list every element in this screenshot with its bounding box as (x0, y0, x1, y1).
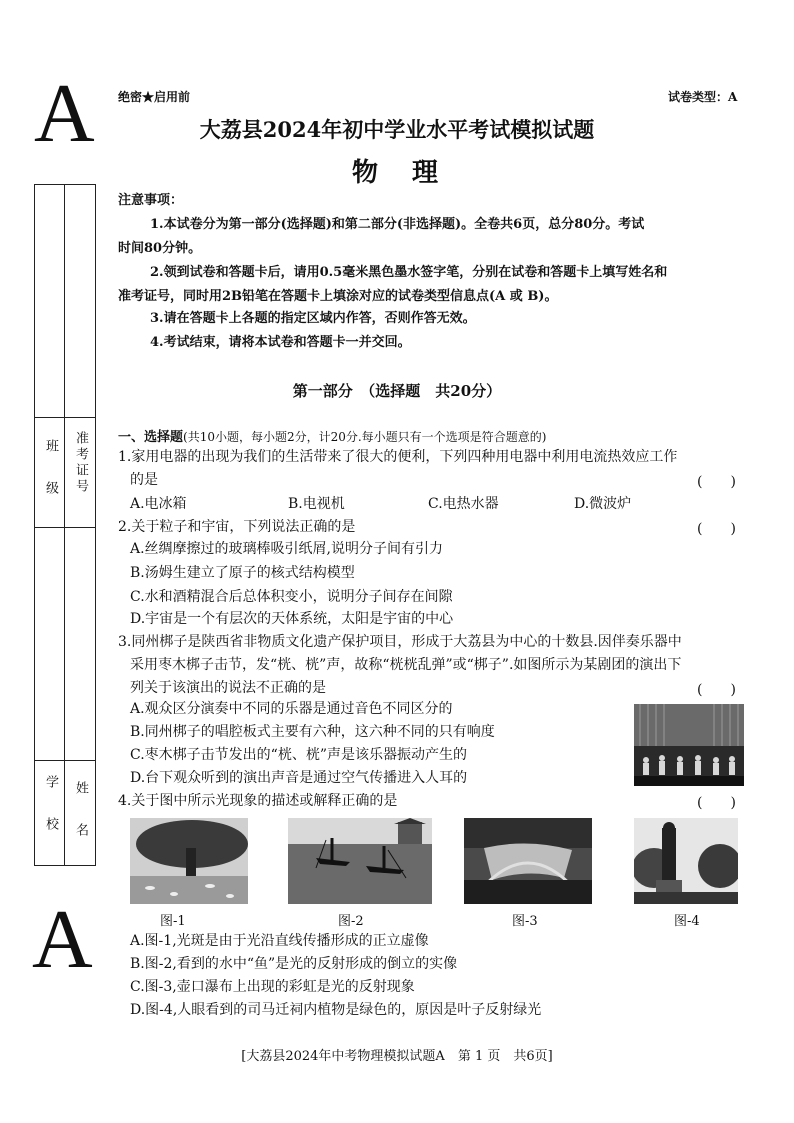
part1-heading: 第一部分 （选择题 共20分） (292, 382, 502, 400)
q3-option-b: B.同州梆子的唱腔板式主要有六种，这六种不同的只有响度 (130, 724, 495, 740)
q4-option-b: B.图-2,看到的水中“鱼”是光的反射形成的倒立的实像 (130, 956, 458, 972)
q3-stem-line-2: 采用枣木梆子击节，发“桄、桄”声，故称“桄桄乱弹”或“梆子”.如图所示为某剧团的演出下 (130, 657, 682, 673)
figure-2-fishing-boats-photo (288, 818, 432, 904)
q4-answer-paren: ( ) (697, 795, 736, 811)
figure-1-tree-light-spots-photo (130, 818, 248, 904)
q3-option-a: A.观众区分演奏中不同的乐器是通过音色不同区分的 (130, 701, 453, 717)
figure-3-waterfall-rainbow-photo (464, 818, 592, 904)
note-1-line-2: 时间80分钟。 (118, 241, 202, 256)
note-1-line-1: 1.本试卷分为第一部分(选择题)和第二部分(非选择题)。全卷共6页，总分80分。考试 (150, 217, 645, 232)
q1-stem-line-1: 1.家用电器的出现为我们的生活带来了很大的便利，下列四种用电器中利用电流热效应工作 (118, 449, 678, 465)
sidebar-divider-2 (35, 527, 95, 528)
q3-stem-line-3: 列关于该演出的说法不正确的是 (130, 680, 326, 696)
q4-option-a: A.图-1,光斑是由于光沿直线传播形成的正立虚像 (130, 933, 429, 949)
figure-4-statue-garden-photo (634, 818, 738, 904)
sidebar-divider-1 (35, 417, 95, 418)
secret-label: 绝密★启用前 (118, 90, 191, 104)
q2-answer-paren: ( ) (697, 521, 736, 537)
sidebar-divider-vertical (64, 185, 65, 865)
class-field-label: 班 级 (43, 439, 58, 502)
q4-stem: 4.关于图中所示光现象的描述或解释正确的是 (118, 793, 398, 809)
paper-type-letter-top: A (34, 67, 95, 160)
school-field-label: 学 校 (43, 775, 58, 838)
section-description: (共10小题，每小题2分，计20分.每小题只有一个选项是符合题意的) (183, 430, 547, 444)
notes-heading: 注意事项： (118, 193, 184, 208)
page-footer: [大荔县2024年中考物理模拟试题A 第 1 页 共6页] (241, 1049, 553, 1064)
sidebar-divider-3 (35, 760, 95, 761)
note-3: 3.请在答题卡上各题的指定区域内作答，否则作答无效。 (150, 311, 476, 326)
q2-option-c: C.水和酒精混合后总体积变小，说明分子间存在间隙 (130, 589, 453, 605)
q2-option-b: B.汤姆生建立了原子的核式结构模型 (130, 565, 355, 581)
exam-title: 大荔县2024年初中学业水平考试模拟试题 (199, 117, 595, 142)
q1-option-c: C.电热水器 (428, 496, 499, 512)
q1-stem-line-2: 的是 (130, 472, 158, 488)
q4-option-d: D.图-4,人眼看到的司马迁祠内植物是绿色的，原因是叶子反射绿光 (130, 1002, 542, 1018)
q4-option-c: C.图-3,壶口瀑布上出现的彩虹是光的反射现象 (130, 979, 415, 995)
q3-answer-paren: ( ) (697, 682, 736, 698)
q3-option-c: C.枣木梆子击节发出的“桄、桄”声是该乐器振动产生的 (130, 747, 467, 763)
figure-1-caption: 图-1 (160, 914, 186, 929)
q1-option-b: B.电视机 (288, 496, 345, 512)
figure-4-caption: 图-4 (674, 914, 700, 929)
opera-performance-photo (634, 704, 744, 786)
section-title: 一、选择题 (118, 430, 184, 445)
note-2-line-1: 2.领到试卷和答题卡后，请用0.5毫米黑色墨水签字笔，分别在试卷和答题卡上填写姓名和 (150, 265, 668, 280)
q2-stem: 2.关于粒子和宇宙，下列说法正确的是 (118, 519, 356, 535)
q3-stem-line-1: 3.同州梆子是陕西省非物质文化遗产保护项目，形成于大荔县为中心的十数县.因伴奏乐器中 (118, 634, 682, 650)
q1-option-a: A.电冰箱 (130, 496, 187, 512)
note-2-line-2: 准考证号，同时用2B铅笔在答题卡上填涂对应的试卷类型信息点(A 或 B)。 (118, 289, 558, 304)
q1-option-d: D.微波炉 (574, 496, 632, 512)
exam-number-field-label: 准考证号 (73, 431, 88, 495)
binding-info-box (34, 184, 96, 866)
figure-3-caption: 图-3 (512, 914, 538, 929)
paper-type-label: 试卷类型：A (668, 90, 738, 104)
q2-option-d: D.宇宙是一个有层次的天体系统，太阳是宇宙的中心 (130, 611, 454, 627)
name-field-label: 姓 名 (73, 781, 88, 844)
q1-answer-paren: ( ) (697, 474, 736, 490)
paper-type-letter-bottom: A (32, 893, 93, 986)
subject-title: 物 理 (351, 158, 442, 188)
note-4: 4.考试结束，请将本试卷和答题卡一并交回。 (150, 335, 411, 350)
q3-option-d: D.台下观众听到的演出声音是通过空气传播进入人耳的 (130, 770, 468, 786)
figure-2-caption: 图-2 (338, 914, 364, 929)
q2-option-a: A.丝绸摩擦过的玻璃棒吸引纸屑,说明分子间有引力 (130, 541, 444, 557)
